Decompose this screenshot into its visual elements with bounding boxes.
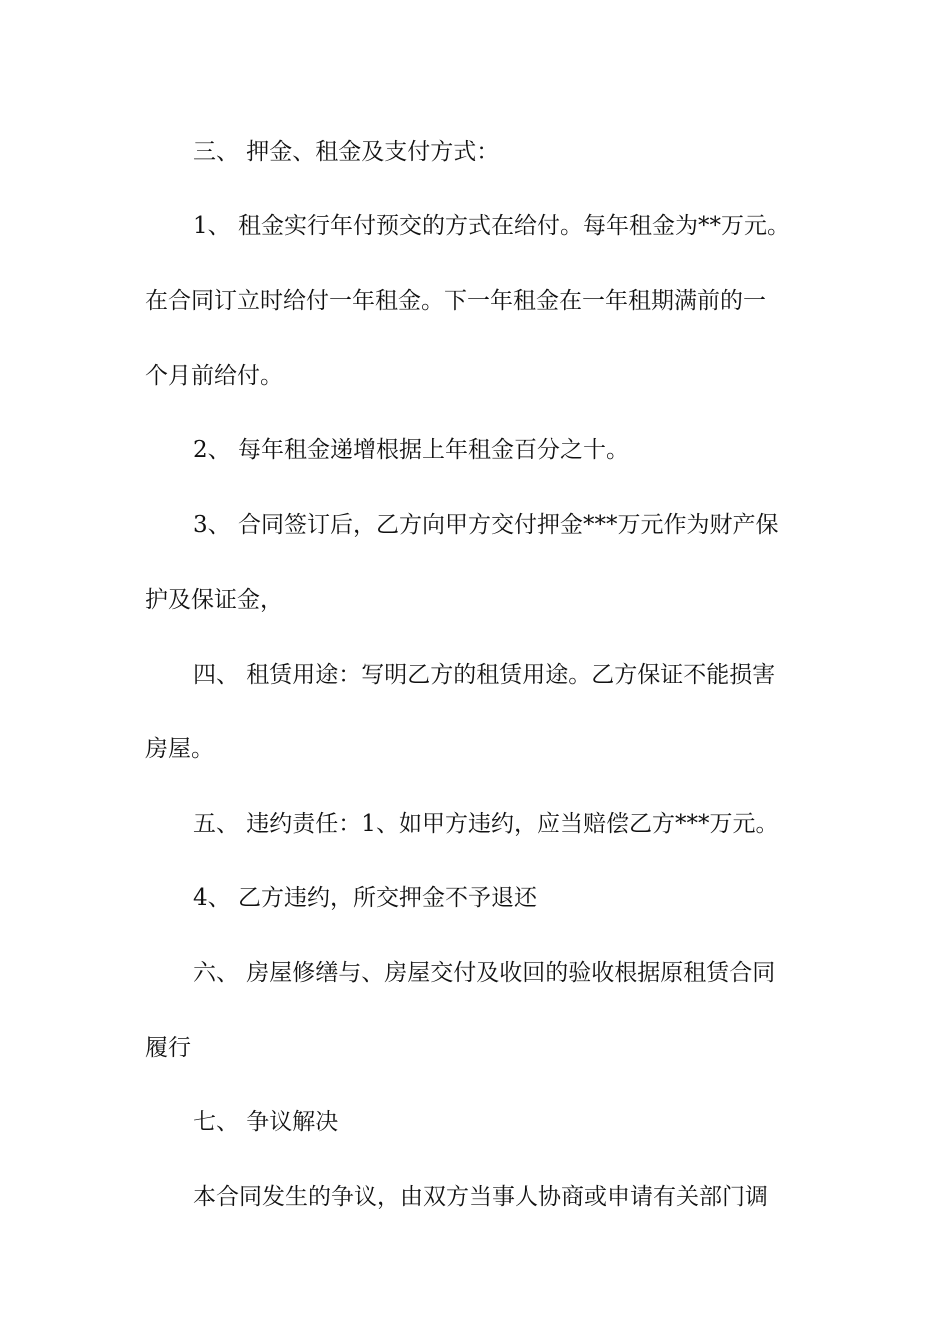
paragraph-line: 1、 租金实行年付预交的方式在给付。每年租金为**万元。 <box>193 213 790 239</box>
paragraph-line: 本合同发生的争议，由双方当事人协商或申请有关部门调 <box>193 1184 768 1210</box>
section-heading-breach-liability: 五、 违约责任：1、如甲方违约，应当赔偿乙方***万元。 <box>193 811 779 837</box>
paragraph-line: 3、 合同签订后，乙方向甲方交付押金***万元作为财产保 <box>193 512 779 538</box>
paragraph-line: 履行 <box>145 1035 191 1061</box>
paragraph-line: 在合同订立时给付一年租金。下一年租金在一年租期满前的一 <box>145 288 766 314</box>
section-heading-repair-handover: 六、 房屋修缮与、房屋交付及收回的验收根据原租赁合同 <box>193 960 776 986</box>
paragraph-line: 个月前给付。 <box>145 363 283 389</box>
paragraph-line: 2、 每年租金递增根据上年租金百分之十。 <box>193 437 629 463</box>
paragraph-line: 护及保证金， <box>145 587 283 613</box>
section-heading-deposit-rent-payment: 三、 押金、租金及支付方式： <box>193 139 500 165</box>
section-heading-lease-purpose: 四、 租赁用途：写明乙方的租赁用途。乙方保证不能损害 <box>193 662 776 688</box>
paragraph-line: 4、 乙方违约，所交押金不予退还 <box>193 885 537 911</box>
paragraph-line: 房屋。 <box>145 736 214 762</box>
section-heading-dispute-resolution: 七、 争议解决 <box>193 1109 339 1135</box>
